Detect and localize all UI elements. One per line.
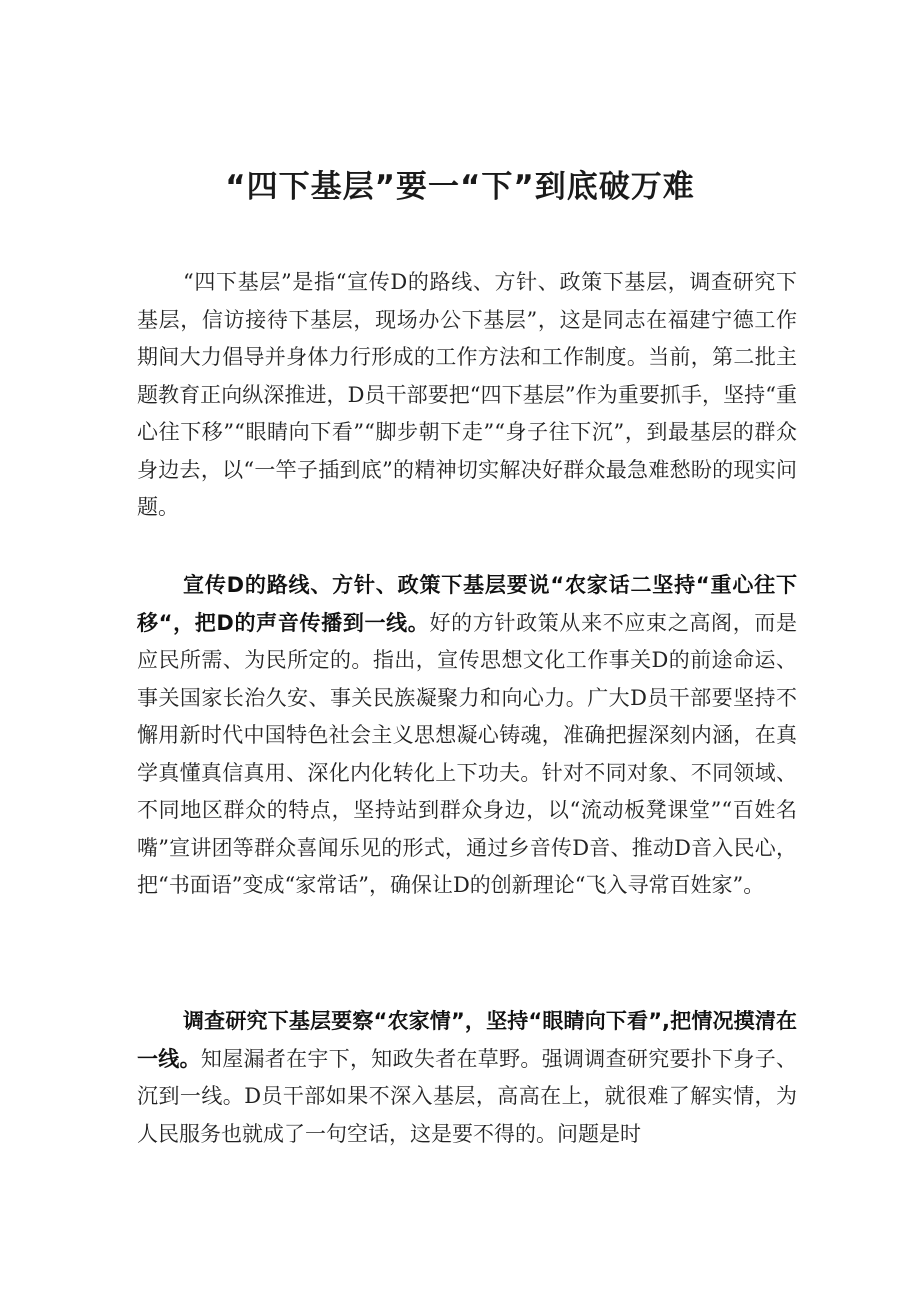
paragraph-research [137, 1003, 797, 1153]
paragraph-intro-body: “四下基层”是指“宣传D的路线、方针、政策下基层，调查研究下基层，信访接待下基层，现场办公下基层”，这是同志在福建宁德工作期间大力倡导并身体力行形成的工作方法和工作制度。当前，第二批主题教育正向纵深推进，D员干部要把“四下基层”作为重要抓手，坚持“重心往下移”“眼睛向下看”“脚步朝下走”“身子往下沉”，到最基层的群众身边去，以“一竿子插到底”的精神切实解决好群众最急难愁盼的现实问题。 [137, 270, 797, 519]
paragraph-propaganda [137, 567, 797, 905]
paragraph-research-body: 知屋漏者在宇下，知政失者在草野。强调调查研究要扑下身子、沉到一线。D员干部如果不深入基层，高高在上，就很难了解实情，为人民服务也就成了一句空话，这是要不得的。问题是时 [137, 1046, 798, 1146]
paragraph-research-heading: 调查研究下基层要察“农家情”，坚持“眼睛向下看”,把情况摸清在一线。 [137, 1009, 797, 1071]
paragraph-propaganda-heading: 宣传D的路线、方针、政策下基层要说“农家话二坚持“重心往下移“，把D的声音传播到一线。 [137, 573, 797, 635]
document-title: “四下基层”要一“下”到底破万难 [225, 169, 695, 205]
paragraph-propaganda-body: 好的方针政策从来不应束之高阁，而是应民所需、为民所定的。指出，宣传思想文化工作事关D的前途命运、事关国家长治久安、事关民族凝聚力和向心力。广大D员干部要坚持不懈用新时代中国特色社会主义思想凝心铸魂，准确把握深刻内涵，在真学真懂真信真用、深化内化转化上下功夫。针对不同对象、不同领域、不同地区群众的特点，坚持站到群众身边，以“流动板凳课堂”“百姓名嘴”宣讲团等群众喜闻乐见的形式，通过乡音传D音、推动D音入民心，把“书面语”变成“家常话”，确保让D的创新理论“飞入寻常百姓家”。 [137, 610, 798, 897]
paragraph-intro [137, 264, 797, 527]
